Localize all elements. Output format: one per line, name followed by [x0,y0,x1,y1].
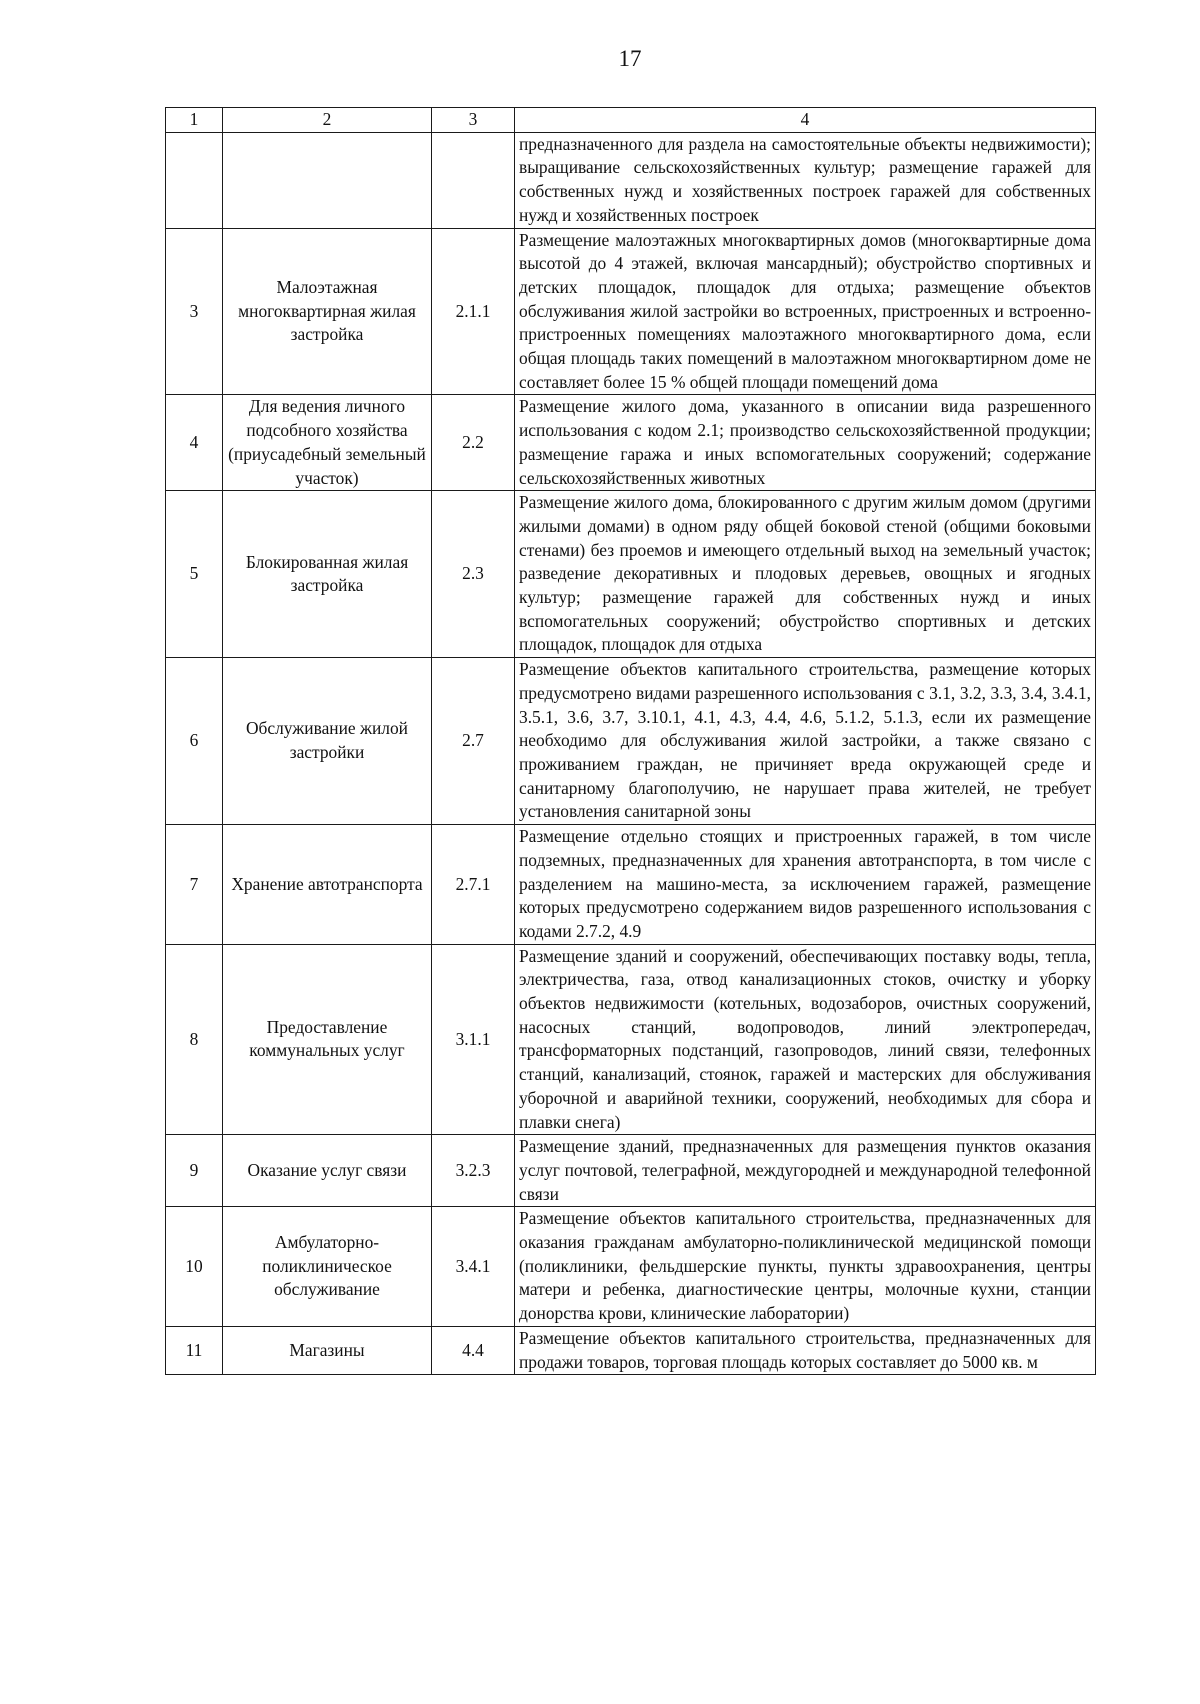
land-use-name: Амбулаторно-поликлиническое обслуживание [223,1207,432,1327]
header-row [166,108,1096,133]
table-row [166,944,1096,1135]
land-use-table [165,107,1096,1375]
row-number: 8 [166,944,223,1135]
land-use-code: 3.2.3 [432,1135,515,1207]
land-use-code: 3.4.1 [432,1207,515,1327]
row-number [166,132,223,228]
land-use-code: 3.1.1 [432,944,515,1135]
table-row [166,825,1096,945]
header-col-2: 2 [223,108,432,133]
table-row [166,228,1096,395]
land-use-description: Размещение зданий и сооружений, обеспечивающих поставку воды, тепла, электричества, газа, отвод канализационных стоков, очистку и уборку объектов недвижимости (котельных, водозаборов, очистных сооружений, насосных станций, водопроводов, линий электропередач, трансформаторных подстанций, газопроводов, линий связи, телефонных станций, канализаций, стоянок, гаражей и мастерских для обслуживания уборочной и аварийной техники, сооружений, необходимых для сбора и плавки снега) [515,944,1096,1135]
land-use-name: Хранение автотранспорта [223,825,432,945]
row-number: 6 [166,658,223,825]
land-use-code: 2.7.1 [432,825,515,945]
table-row [166,395,1096,491]
table-row [166,132,1096,228]
table-row [166,658,1096,825]
land-use-description: Размещение жилого дома, блокированного с другим жилым домом (другими жилыми домами) в одном ряду общей боковой стеной (общими боковыми стенами) без проемов и имеющего отдельный выход на земельный участок; разведение декоративных и плодовых деревьев, овощных и ягодных культур; размещение гаражей для собственных нужд и иных вспомогательных сооружений; обустройство спортивных и детских площадок, площадок для отдыха [515,491,1096,658]
land-use-name: Магазины [223,1326,432,1374]
land-use-name: Предоставление коммунальных услуг [223,944,432,1135]
land-use-description: Размещение жилого дома, указанного в описании вида разрешенного использования с кодом 2.1; производство сельскохозяйственной продукции; размещение гаража и иных вспомогательных сооружений; содержание сельскохозяйственных животных [515,395,1096,491]
table-row [166,491,1096,658]
land-use-name [223,132,432,228]
land-use-code: 2.1.1 [432,228,515,395]
land-use-code: 2.7 [432,658,515,825]
table-row [166,1207,1096,1327]
land-use-code: 2.2 [432,395,515,491]
land-use-code [432,132,515,228]
land-use-name: Обслуживание жилой застройки [223,658,432,825]
table-row [166,1326,1096,1374]
land-use-name: Малоэтажная многоквартирная жилая застройка [223,228,432,395]
header-col-1: 1 [166,108,223,133]
land-use-description: Размещение объектов капитального строительства, предназначенных для продажи товаров, торговая площадь которых составляет до 5000 кв. м [515,1326,1096,1374]
land-use-name: Блокированная жилая застройка [223,491,432,658]
row-number: 10 [166,1207,223,1327]
land-use-name: Для ведения личного подсобного хозяйства (приусадебный земельный участок) [223,395,432,491]
land-use-code: 4.4 [432,1326,515,1374]
row-number: 3 [166,228,223,395]
land-use-description: Размещение отдельно стоящих и пристроенных гаражей, в том числе подземных, предназначенных для хранения автотранспорта, в том числе с разделением на машино-места, за исключением гаражей, размещение которых предусмотрено содержанием видов разрешенного использования с кодами 2.7.2, 4.9 [515,825,1096,945]
land-use-code: 2.3 [432,491,515,658]
row-number: 7 [166,825,223,945]
header-col-4: 4 [515,108,1096,133]
land-use-name: Оказание услуг связи [223,1135,432,1207]
header-col-3: 3 [432,108,515,133]
page-number: 17 [618,46,642,71]
row-number: 5 [166,491,223,658]
row-number: 9 [166,1135,223,1207]
land-use-description: Размещение объектов капитального строительства, предназначенных для оказания гражданам амбулаторно-поликлинической медицинской помощи (поликлиники, фельдшерские пункты, пункты здравоохранения, центры матери и ребенка, диагностические центры, молочные кухни, станции донорства крови, клинические лаборатории) [515,1207,1096,1327]
row-number: 4 [166,395,223,491]
land-use-description: предназначенного для раздела на самостоятельные объекты недвижимости); выращивание сельскохозяйственных культур; размещение гаражей для собственных нужд и хозяйственных построек гаражей для собственных нужд и хозяйственных построек [515,132,1096,228]
table-row [166,1135,1096,1207]
land-use-description: Размещение зданий, предназначенных для размещения пунктов оказания услуг почтовой, телеграфной, междугородней и международной телефонной связи [515,1135,1096,1207]
row-number: 11 [166,1326,223,1374]
land-use-description: Размещение объектов капитального строительства, размещение которых предусмотрено видами разрешенного использования с 3.1, 3.2, 3.3, 3.4, 3.4.1, 3.5.1, 3.6, 3.7, 3.10.1, 4.1, 4.3, 4.4, 4.6, 5.1.2, 5.1.3, если их размещение необходимо для обслуживания жилой застройки, а также связано с проживанием граждан, не причиняет вреда окружающей среде и санитарному благополучию, не нарушает права жителей, не требует установления санитарной зоны [515,658,1096,825]
land-use-description: Размещение малоэтажных многоквартирных домов (многоквартирные дома высотой до 4 этажей, включая мансардный); обустройство спортивных и детских площадок, площадок для отдыха; размещение объектов обслуживания жилой застройки во встроенных, пристроенных и встроенно-пристроенных помещениях малоэтажного многоквартирного дома, если общая площадь таких помещений в малоэтажном многоквартирном доме не составляет более 15 % общей площади помещений дома [515,228,1096,395]
